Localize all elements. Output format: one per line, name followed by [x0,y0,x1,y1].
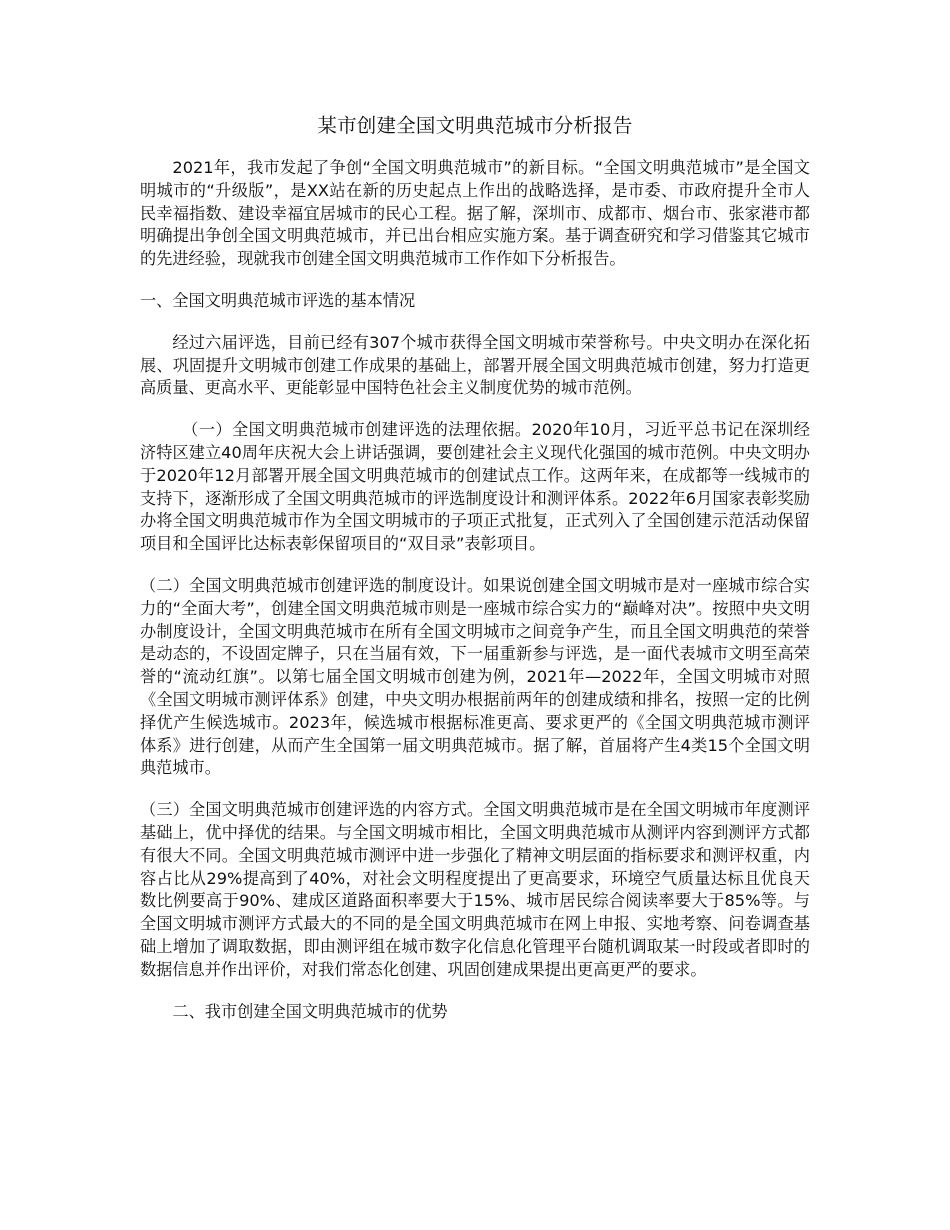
section-2-heading: 二、我市创建全国文明典范城市的优势 [172,1001,448,1021]
section-1-heading: 一、全国文明典范城市评选的基本情况 [140,290,416,310]
subsection-2-paragraph: （二）全国文明典范城市创建评选的制度设计。如果说创建全国文明城市是对一座城市综合实力的“全面大考”，创建全国文明典范城市则是一座城市综合实力的“巅峰对决”。按照中央文明办制度设计，全国文明典范城市在所有全国文明城市之间竞争产生，而且全国文明典范的荣誉是动态的，不设固定牌子，只在当届有效，下一届重新参与评选，是一面代表城市文明至高荣誉的“流动红旗”。以第七届全国文明城市创建为例，2021年—2022年，全国文明城市对照《全国文明城市测评体系》创建，中央文明办根据前两年的创建成绩和排名，按照一定的比例择优产生候选城市。2023年，候选城市根据标准更高、要求更严的《全国文明典范城市测评体系》进行创建，从而产生全国第一届文明典范城市。据了解，首届将产生4类15个全国文明典范城市。 [140,575,810,778]
document-page [140,0,810,1023]
section-1-paragraph: 经过六届评选，目前已经有307个城市获得全国文明城市荣誉称号。中央文明办在深化拓展、巩固提升文明城市创建工作成果的基础上，部署开展全国文明典范城市创建，努力打造更高质量、更高水平、更能彰显中国特色社会主义制度优势的城市范例。 [140,332,810,398]
intro-paragraph: 2021年，我市发起了争创“全国文明典范城市”的新目标。“全国文明典范城市”是全国文明城市的“升级版”，是XX站在新的历史起点上作出的战略选择，是市委、市政府提升全市人民幸福指数、建设幸福宜居城市的民心工程。据了解，深圳市、成都市、烟台市、张家港市都明确提出争创全国文明典范城市，并已出台相应实施方案。基于调查研究和学习借鉴其它城市的先进经验，现就我市创建全国文明典范城市工作作如下分析报告。 [140,158,810,269]
subsection-3-paragraph: （三）全国文明典范城市创建评选的内容方式。全国文明典范城市是在全国文明城市年度测评基础上，优中择优的结果。与全国文明城市相比，全国文明典范城市从测评内容到测评方式都有很大不同。全国文明典范城市测评中进一步强化了精神文明层面的指标要求和测评权重，内容占比从29%提高到了40%，对社会文明程度提出了更高要求，环境空气质量达标且优良天数比例要高于90%、建成区道路面积率要大于15%、城市居民综合阅读率要大于85%等。与全国文明城市测评方式最大的不同的是全国文明典范城市在网上申报、实地考察、问卷调查基础上增加了调取数据，即由测评组在城市数字化信息化管理平台随机调取某一时段或者即时的数据信息并作出评价，对我们常态化创建、巩固创建成果提出更高更严的要求。 [140,800,810,979]
subsection-1-paragraph: （一）全国文明典范城市创建评选的法理依据。2020年10月，习近平总书记在深圳经济特区建立40周年庆祝大会上讲话强调，要创建社会主义现代化强国的城市范例。中央文明办于2020年12月部署开展全国文明典范城市的创建试点工作。这两年来，在成都等一线城市的支持下，逐渐形成了全国文明典范城市的评选制度设计和测评体系。2022年6月国家表彰奖励办将全国文明典范城市作为全国文明城市的子项正式批复，正式列入了全国创建示范活动保留项目和全国评比达标表彰保留项目的“双目录”表彰项目。 [140,420,810,554]
page-title: 某市创建全国文明典范城市分析报告 [317,114,633,137]
